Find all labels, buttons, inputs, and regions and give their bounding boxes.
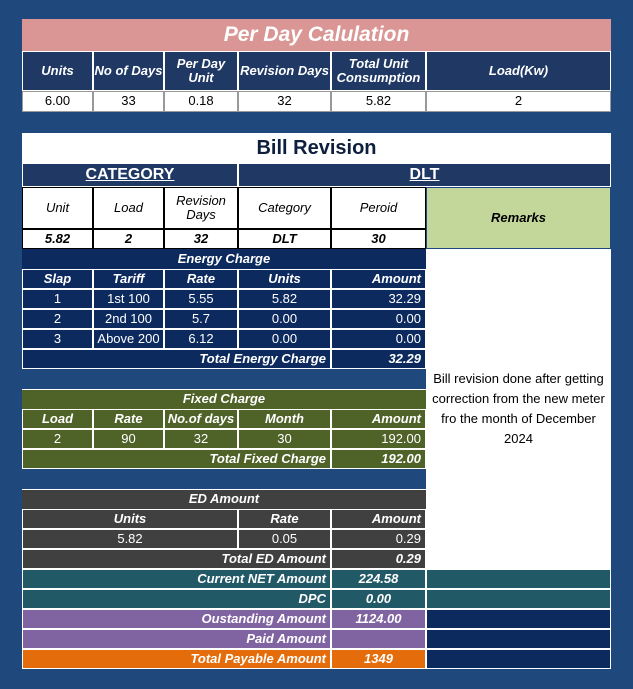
ed-header-amount: Amount [331,509,426,529]
energy-row-3-slap: 3 [22,329,93,349]
energy-row-3-units: 0.00 [238,329,331,349]
energy-charge-title: Energy Charge [22,249,426,269]
revision-value-category: DLT [238,229,331,249]
energy-row-2-rate: 5.7 [164,309,238,329]
energy-row-2-slap: 2 [22,309,93,329]
fixed-value-load: 2 [22,429,93,449]
dpc-extra [426,589,611,609]
revision-header-category: Category [238,187,331,229]
per-day-value-units: 6.00 [22,91,93,112]
per-day-value-load: 2 [426,91,611,112]
net-amount-label: Current NET Amount [22,569,331,589]
per-day-header-consumption: Total Unit Consumption [331,51,426,91]
payable-value: 1349 [331,649,426,669]
energy-row-1-tariff: 1st 100 [93,289,164,309]
revision-header-load: Load [93,187,164,229]
ed-total-value: 0.29 [331,549,426,569]
fixed-value-rate: 90 [93,429,164,449]
revision-header-days: Revision Days [164,187,238,229]
energy-row-2-amount: 0.00 [331,309,426,329]
revision-value-days: 32 [164,229,238,249]
outstanding-value: 1124.00 [331,609,426,629]
per-day-title: Per Day Calulation [22,19,611,51]
energy-row-1-rate: 5.55 [164,289,238,309]
energy-row-1-amount: 32.29 [331,289,426,309]
remarks-text: Bill revision done after getting correction from the new meter fro the month of December 2024 [426,249,611,569]
revision-value-period: 30 [331,229,426,249]
energy-row-3-amount: 0.00 [331,329,426,349]
per-day-header-units: Units [22,51,93,91]
dpc-label: DPC [22,589,331,609]
outstanding-label: Oustanding Amount [22,609,331,629]
ed-total-label: Total ED Amount [22,549,331,569]
energy-row-2-tariff: 2nd 100 [93,309,164,329]
ed-header-units: Units [22,509,238,529]
per-day-header-load: Load(Kw) [426,51,611,91]
fixed-header-rate: Rate [93,409,164,429]
fixed-total-label: Total Fixed Charge [22,449,331,469]
energy-row-1-units: 5.82 [238,289,331,309]
fixed-value-days: 32 [164,429,238,449]
bill-revision-title: Bill Revision [22,133,611,163]
fixed-charge-title: Fixed Charge [22,389,426,409]
revision-value-load: 2 [93,229,164,249]
ed-value-rate: 0.05 [238,529,331,549]
energy-header-tariff: Tariff [93,269,164,289]
energy-row-1-slap: 1 [22,289,93,309]
per-day-value-days: 33 [93,91,164,112]
revision-header-period: Peroid [331,187,426,229]
payable-label: Total Payable Amount [22,649,331,669]
fixed-header-month: Month [238,409,331,429]
paid-label: Paid Amount [22,629,331,649]
revision-header-unit: Unit [22,187,93,229]
energy-row-3-tariff: Above 200 [93,329,164,349]
energy-row-2-units: 0.00 [238,309,331,329]
fixed-header-amount: Amount [331,409,426,429]
energy-header-units: Units [238,269,331,289]
revision-value-unit: 5.82 [22,229,93,249]
net-amount-value: 224.58 [331,569,426,589]
energy-header-rate: Rate [164,269,238,289]
energy-header-slap: Slap [22,269,93,289]
per-day-header-per-day-unit: Per Day Unit [164,51,238,91]
per-day-value-consumption: 5.82 [331,91,426,112]
per-day-header-revision-days: Revision Days [238,51,331,91]
energy-total-value: 32.29 [331,349,426,369]
category-value: DLT [238,163,611,187]
energy-total-label: Total Energy Charge [22,349,331,369]
energy-row-3-rate: 6.12 [164,329,238,349]
net-amount-extra [426,569,611,589]
ed-value-units: 5.82 [22,529,238,549]
per-day-value-revision-days: 32 [238,91,331,112]
ed-header-rate: Rate [238,509,331,529]
per-day-value-per-day-unit: 0.18 [164,91,238,112]
per-day-header-days: No of Days [93,51,164,91]
fixed-value-month: 30 [238,429,331,449]
ed-value-amount: 0.29 [331,529,426,549]
payable-extra [426,649,611,669]
outstanding-extra [426,609,611,629]
paid-extra [426,629,611,649]
fixed-header-load: Load [22,409,93,429]
dpc-value: 0.00 [331,589,426,609]
remarks-label: Remarks [426,187,611,249]
fixed-header-days: No.of days [164,409,238,429]
ed-amount-title: ED Amount [22,489,426,509]
category-label: CATEGORY [22,163,238,187]
fixed-total-value: 192.00 [331,449,426,469]
energy-header-amount: Amount [331,269,426,289]
fixed-value-amount: 192.00 [331,429,426,449]
paid-value [331,629,426,649]
